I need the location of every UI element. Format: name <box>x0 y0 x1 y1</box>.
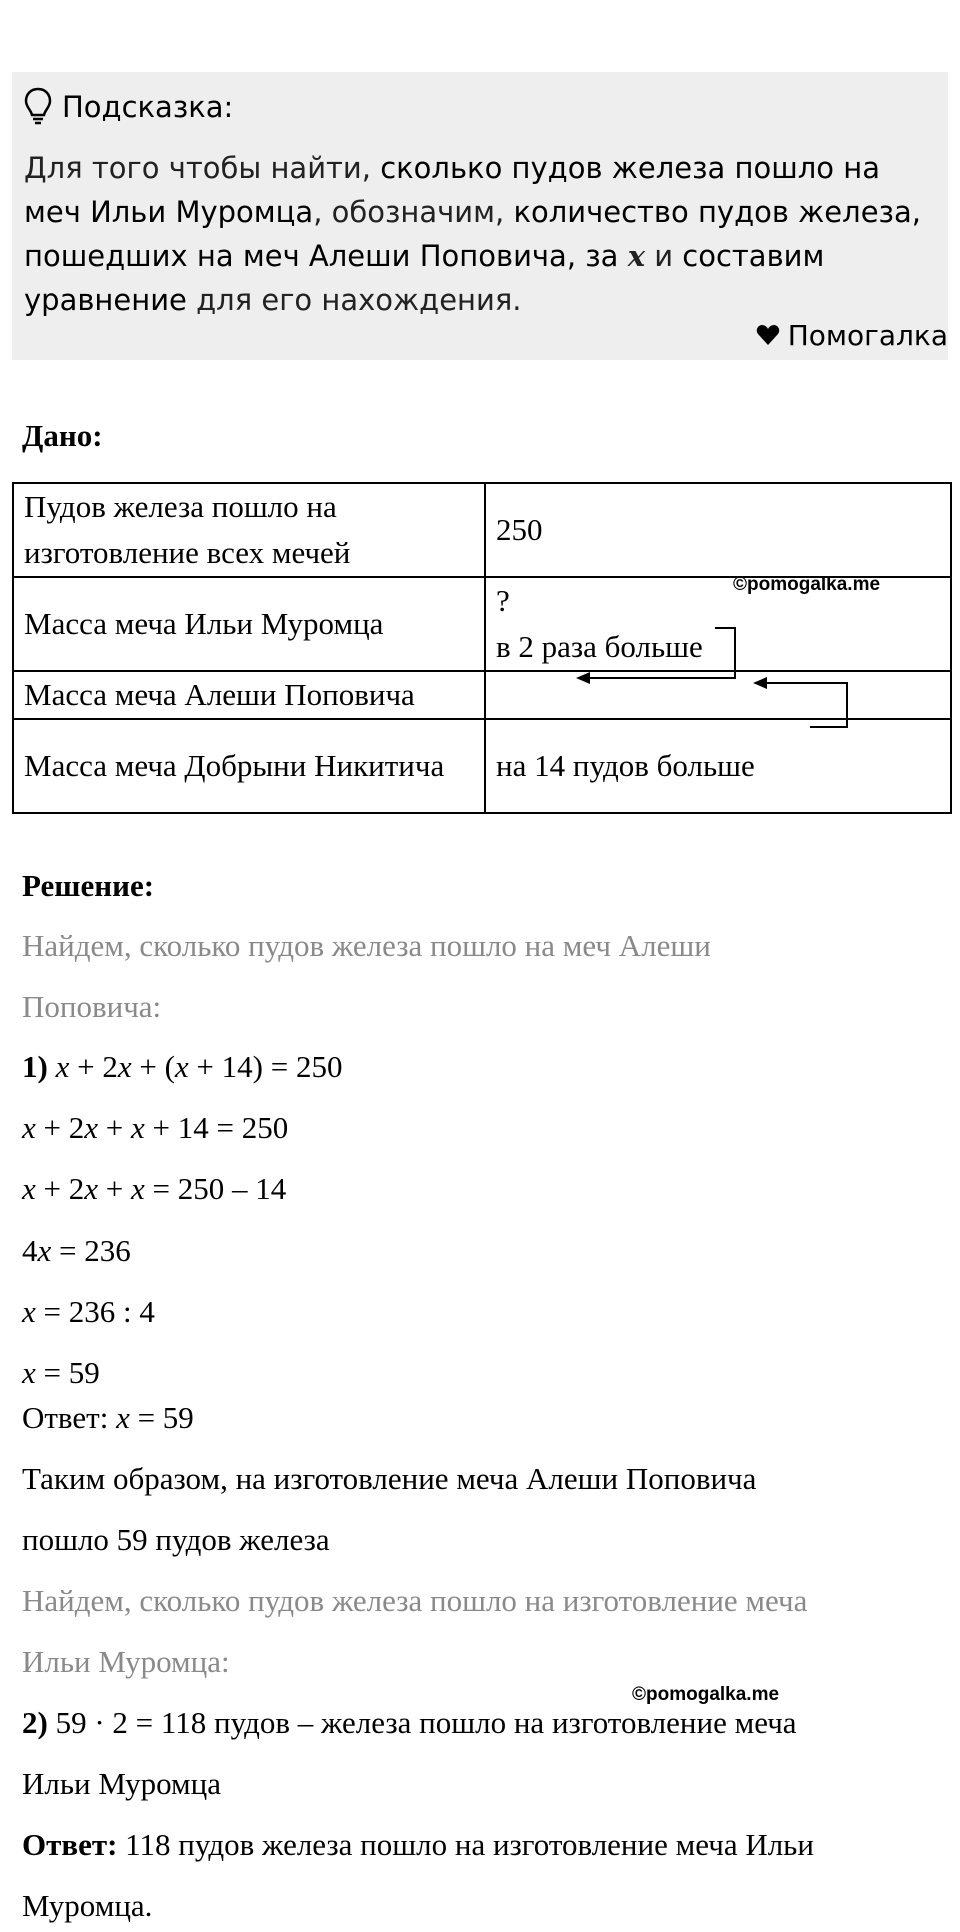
equation-line: 4x = 236 <box>22 1233 131 1268</box>
answer-line: Ответ: x = 59 <box>22 1400 194 1435</box>
table-cell-label: Пудов железа пошло на изготовление всех мечей <box>13 483 485 577</box>
equation-line: x = 59 <box>22 1355 100 1390</box>
table-cell-value <box>485 671 951 719</box>
watermark: ©pomogalka.me <box>733 574 881 595</box>
conclusion-line: пошло 59 пудов железа <box>22 1522 330 1557</box>
given-table <box>12 482 952 814</box>
table-cell-label: Масса меча Ильи Муромца <box>13 577 485 671</box>
table-cell-label: Масса меча Алеши Поповича <box>13 671 485 719</box>
table-cell-value: 250 <box>485 483 951 577</box>
solution-intro-2-cont: Ильи Муромца: <box>22 1644 230 1679</box>
solution-intro-1-cont: Поповича: <box>22 989 162 1024</box>
table-row <box>13 671 951 719</box>
table-cell-value: ? в 2 раза больше <box>485 577 951 671</box>
equation-line: x + 2x + x + 14 = 250 <box>22 1110 289 1145</box>
watermark: ©pomogalka.me <box>632 1684 780 1705</box>
brand-link[interactable]: Помогалка <box>787 318 948 352</box>
hint-header <box>24 82 936 132</box>
lightbulb-icon <box>24 87 52 127</box>
given-label: Дано: <box>22 418 103 453</box>
hint-title: Подсказка: <box>62 90 234 124</box>
hint-text: Для того чтобы найти, сколько пудов железа пошло на меч Ильи Муромца, обозначим, количество пудов железа, пошедших на меч Алеши Поповича, за x и составим уравнение для его нахождения. <box>24 151 921 317</box>
equation-line: 1) x + 2x + (x + 14) = 250 <box>22 1049 343 1084</box>
step-2-line: 2) 59 · 2 = 118 пудов – железа пошло на изготовление меча <box>22 1705 797 1740</box>
solution-label: Решение: <box>22 868 155 903</box>
hint-box <box>12 72 948 360</box>
table-cell-value: на 14 пудов больше <box>485 719 951 813</box>
equation-line: x = 236 : 4 <box>22 1294 155 1329</box>
step-2-line-cont: Ильи Муромца <box>22 1766 222 1801</box>
heart-icon <box>756 324 780 346</box>
final-answer-line-cont: Муромца. <box>22 1888 153 1923</box>
table-row <box>13 719 951 813</box>
final-answer-line: Ответ: 118 пудов железа пошло на изготовление меча Ильи <box>22 1827 814 1862</box>
solution-intro-2: Найдем, сколько пудов железа пошло на изготовление меча <box>22 1583 808 1618</box>
table-cell-label: Масса меча Добрыни Никитича <box>13 719 485 813</box>
solution-intro-1: Найдем, сколько пудов железа пошло на меч Алеши <box>22 928 711 963</box>
equation-line: x + 2x + x = 250 – 14 <box>22 1171 287 1206</box>
conclusion-line: Таким образом, на изготовление меча Алеши Поповича <box>22 1461 757 1496</box>
table-row <box>13 483 951 577</box>
hint-footer[interactable] <box>756 310 948 360</box>
